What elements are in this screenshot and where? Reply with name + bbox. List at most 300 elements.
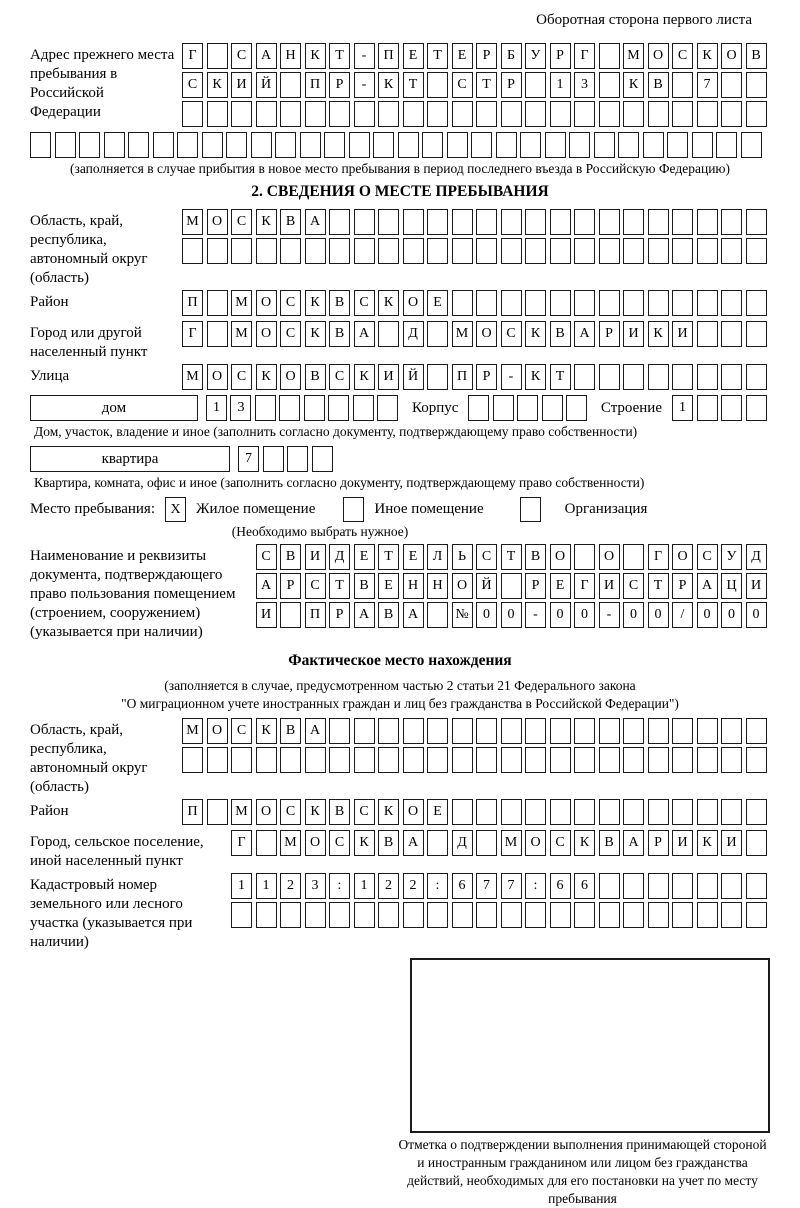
char-cell[interactable]: Д bbox=[746, 544, 767, 570]
char-cell[interactable]: С bbox=[231, 364, 252, 390]
char-cell[interactable] bbox=[304, 395, 325, 421]
char-cell[interactable]: Т bbox=[329, 43, 350, 69]
char-cell[interactable]: Р bbox=[280, 573, 301, 599]
char-cell[interactable] bbox=[275, 132, 296, 158]
region-row-1[interactable] bbox=[182, 209, 770, 235]
char-cell[interactable]: С bbox=[550, 830, 571, 856]
char-cell[interactable]: К bbox=[354, 830, 375, 856]
char-cell[interactable] bbox=[30, 132, 51, 158]
char-cell[interactable]: Е bbox=[378, 573, 399, 599]
char-cell[interactable]: М bbox=[182, 209, 203, 235]
char-cell[interactable] bbox=[427, 747, 448, 773]
char-cell[interactable]: В bbox=[354, 573, 375, 599]
char-cell[interactable] bbox=[427, 72, 448, 98]
char-cell[interactable]: О bbox=[599, 544, 620, 570]
char-cell[interactable]: О bbox=[721, 43, 742, 69]
char-cell[interactable] bbox=[672, 902, 693, 928]
char-cell[interactable]: О bbox=[672, 544, 693, 570]
char-cell[interactable]: Й bbox=[476, 573, 497, 599]
char-cell[interactable] bbox=[746, 364, 767, 390]
char-cell[interactable] bbox=[574, 364, 595, 390]
char-cell[interactable] bbox=[329, 209, 350, 235]
char-cell[interactable] bbox=[672, 72, 693, 98]
char-cell[interactable]: Т bbox=[550, 364, 571, 390]
char-cell[interactable] bbox=[697, 209, 718, 235]
char-cell[interactable] bbox=[202, 132, 223, 158]
char-cell[interactable] bbox=[501, 573, 522, 599]
char-cell[interactable] bbox=[545, 132, 566, 158]
char-cell[interactable]: А bbox=[403, 830, 424, 856]
char-cell[interactable]: 6 bbox=[574, 873, 595, 899]
apartment-cells[interactable] bbox=[238, 446, 336, 472]
char-cell[interactable] bbox=[623, 101, 644, 127]
char-cell[interactable]: О bbox=[207, 364, 228, 390]
char-cell[interactable] bbox=[721, 238, 742, 264]
char-cell[interactable] bbox=[476, 747, 497, 773]
char-cell[interactable]: Р bbox=[501, 72, 522, 98]
char-cell[interactable] bbox=[599, 718, 620, 744]
char-cell[interactable] bbox=[251, 132, 272, 158]
char-cell[interactable] bbox=[501, 718, 522, 744]
char-cell[interactable] bbox=[354, 101, 375, 127]
char-cell[interactable] bbox=[618, 132, 639, 158]
char-cell[interactable] bbox=[525, 799, 546, 825]
char-cell[interactable]: : bbox=[525, 873, 546, 899]
char-cell[interactable] bbox=[721, 364, 742, 390]
char-cell[interactable] bbox=[305, 101, 326, 127]
char-cell[interactable] bbox=[501, 209, 522, 235]
char-cell[interactable] bbox=[207, 101, 228, 127]
char-cell[interactable] bbox=[550, 747, 571, 773]
char-cell[interactable]: 6 bbox=[452, 873, 473, 899]
char-cell[interactable] bbox=[427, 321, 448, 347]
doc-row-2[interactable] bbox=[256, 573, 771, 599]
char-cell[interactable] bbox=[746, 747, 767, 773]
char-cell[interactable]: Т bbox=[427, 43, 448, 69]
char-cell[interactable] bbox=[746, 830, 767, 856]
char-cell[interactable] bbox=[377, 395, 398, 421]
char-cell[interactable] bbox=[305, 902, 326, 928]
char-cell[interactable] bbox=[525, 238, 546, 264]
char-cell[interactable]: Й bbox=[403, 364, 424, 390]
char-cell[interactable] bbox=[623, 238, 644, 264]
char-cell[interactable] bbox=[746, 290, 767, 316]
char-cell[interactable] bbox=[623, 747, 644, 773]
char-cell[interactable]: Е bbox=[403, 43, 424, 69]
char-cell[interactable]: Н bbox=[403, 573, 424, 599]
char-cell[interactable]: В bbox=[280, 544, 301, 570]
char-cell[interactable] bbox=[520, 132, 541, 158]
char-cell[interactable]: И bbox=[721, 830, 742, 856]
char-cell[interactable]: 1 bbox=[550, 72, 571, 98]
char-cell[interactable] bbox=[256, 830, 277, 856]
char-cell[interactable] bbox=[716, 132, 737, 158]
char-cell[interactable] bbox=[672, 873, 693, 899]
char-cell[interactable]: - bbox=[354, 43, 375, 69]
char-cell[interactable] bbox=[378, 209, 399, 235]
char-cell[interactable] bbox=[207, 321, 228, 347]
char-cell[interactable] bbox=[692, 132, 713, 158]
char-cell[interactable] bbox=[574, 544, 595, 570]
char-cell[interactable] bbox=[300, 132, 321, 158]
char-cell[interactable]: В bbox=[378, 830, 399, 856]
char-cell[interactable] bbox=[721, 747, 742, 773]
char-cell[interactable] bbox=[468, 395, 489, 421]
char-cell[interactable] bbox=[427, 101, 448, 127]
char-cell[interactable]: М bbox=[501, 830, 522, 856]
char-cell[interactable]: - bbox=[354, 72, 375, 98]
char-cell[interactable]: О bbox=[256, 799, 277, 825]
char-cell[interactable] bbox=[328, 395, 349, 421]
char-cell[interactable] bbox=[452, 290, 473, 316]
street-row[interactable] bbox=[182, 364, 770, 390]
char-cell[interactable]: А bbox=[697, 573, 718, 599]
char-cell[interactable]: О bbox=[403, 290, 424, 316]
char-cell[interactable]: А bbox=[256, 573, 277, 599]
prev-address-row-1[interactable] bbox=[182, 43, 770, 69]
char-cell[interactable]: С bbox=[280, 799, 301, 825]
char-cell[interactable]: Т bbox=[378, 544, 399, 570]
char-cell[interactable] bbox=[746, 799, 767, 825]
char-cell[interactable]: : bbox=[329, 873, 350, 899]
char-cell[interactable]: О bbox=[452, 573, 473, 599]
char-cell[interactable] bbox=[55, 132, 76, 158]
char-cell[interactable]: 1 bbox=[231, 873, 252, 899]
char-cell[interactable]: О bbox=[207, 718, 228, 744]
doc-row-1[interactable] bbox=[256, 544, 771, 570]
char-cell[interactable]: О bbox=[525, 830, 546, 856]
char-cell[interactable] bbox=[648, 799, 669, 825]
char-cell[interactable] bbox=[256, 238, 277, 264]
char-cell[interactable]: : bbox=[427, 873, 448, 899]
char-cell[interactable]: Е bbox=[403, 544, 424, 570]
char-cell[interactable] bbox=[231, 101, 252, 127]
char-cell[interactable]: П bbox=[182, 290, 203, 316]
char-cell[interactable]: О bbox=[207, 209, 228, 235]
char-cell[interactable] bbox=[525, 902, 546, 928]
char-cell[interactable] bbox=[501, 290, 522, 316]
char-cell[interactable]: И bbox=[305, 544, 326, 570]
char-cell[interactable] bbox=[501, 747, 522, 773]
char-cell[interactable]: В bbox=[305, 364, 326, 390]
char-cell[interactable]: Г bbox=[648, 544, 669, 570]
korpus-cells[interactable] bbox=[468, 395, 591, 421]
char-cell[interactable]: Й bbox=[256, 72, 277, 98]
char-cell[interactable]: 0 bbox=[623, 602, 644, 628]
char-cell[interactable] bbox=[672, 799, 693, 825]
char-cell[interactable] bbox=[525, 101, 546, 127]
char-cell[interactable] bbox=[569, 132, 590, 158]
char-cell[interactable] bbox=[305, 747, 326, 773]
char-cell[interactable]: В bbox=[378, 602, 399, 628]
char-cell[interactable]: М bbox=[231, 290, 252, 316]
char-cell[interactable]: Р bbox=[672, 573, 693, 599]
char-cell[interactable]: Г bbox=[574, 43, 595, 69]
char-cell[interactable] bbox=[574, 902, 595, 928]
char-cell[interactable] bbox=[599, 364, 620, 390]
actual-district-row[interactable] bbox=[182, 799, 770, 825]
char-cell[interactable] bbox=[349, 132, 370, 158]
char-cell[interactable]: 3 bbox=[305, 873, 326, 899]
char-cell[interactable]: П bbox=[305, 602, 326, 628]
char-cell[interactable] bbox=[550, 718, 571, 744]
char-cell[interactable] bbox=[280, 101, 301, 127]
char-cell[interactable] bbox=[280, 902, 301, 928]
char-cell[interactable] bbox=[599, 72, 620, 98]
char-cell[interactable]: А bbox=[354, 321, 375, 347]
char-cell[interactable] bbox=[452, 799, 473, 825]
char-cell[interactable] bbox=[256, 101, 277, 127]
char-cell[interactable] bbox=[746, 902, 767, 928]
char-cell[interactable]: Е bbox=[427, 799, 448, 825]
char-cell[interactable]: 0 bbox=[746, 602, 767, 628]
char-cell[interactable]: С bbox=[305, 573, 326, 599]
char-cell[interactable] bbox=[721, 902, 742, 928]
char-cell[interactable]: 0 bbox=[550, 602, 571, 628]
char-cell[interactable]: С bbox=[452, 72, 473, 98]
char-cell[interactable] bbox=[599, 101, 620, 127]
char-cell[interactable]: 1 bbox=[256, 873, 277, 899]
char-cell[interactable] bbox=[501, 902, 522, 928]
char-cell[interactable] bbox=[672, 238, 693, 264]
char-cell[interactable] bbox=[476, 718, 497, 744]
char-cell[interactable] bbox=[378, 902, 399, 928]
char-cell[interactable] bbox=[452, 101, 473, 127]
char-cell[interactable] bbox=[329, 718, 350, 744]
char-cell[interactable] bbox=[476, 830, 497, 856]
char-cell[interactable] bbox=[721, 72, 742, 98]
char-cell[interactable] bbox=[452, 902, 473, 928]
apartment-type-box[interactable]: квартира bbox=[30, 446, 230, 472]
char-cell[interactable] bbox=[721, 101, 742, 127]
char-cell[interactable] bbox=[648, 902, 669, 928]
house-number-cells[interactable] bbox=[206, 395, 402, 421]
char-cell[interactable]: О bbox=[550, 544, 571, 570]
char-cell[interactable] bbox=[648, 101, 669, 127]
char-cell[interactable] bbox=[493, 395, 514, 421]
char-cell[interactable] bbox=[427, 718, 448, 744]
char-cell[interactable]: 3 bbox=[574, 72, 595, 98]
char-cell[interactable] bbox=[378, 321, 399, 347]
char-cell[interactable]: А bbox=[574, 321, 595, 347]
char-cell[interactable] bbox=[403, 902, 424, 928]
char-cell[interactable]: Р bbox=[599, 321, 620, 347]
char-cell[interactable] bbox=[354, 238, 375, 264]
char-cell[interactable]: С bbox=[354, 290, 375, 316]
char-cell[interactable]: 0 bbox=[648, 602, 669, 628]
char-cell[interactable] bbox=[501, 101, 522, 127]
char-cell[interactable] bbox=[721, 395, 742, 421]
checkbox-organizaciya[interactable] bbox=[520, 497, 541, 522]
char-cell[interactable]: П bbox=[378, 43, 399, 69]
char-cell[interactable]: Р bbox=[476, 364, 497, 390]
char-cell[interactable]: 1 bbox=[354, 873, 375, 899]
char-cell[interactable]: 1 bbox=[672, 395, 693, 421]
char-cell[interactable]: М bbox=[452, 321, 473, 347]
char-cell[interactable] bbox=[550, 209, 571, 235]
char-cell[interactable] bbox=[427, 364, 448, 390]
char-cell[interactable] bbox=[287, 446, 308, 472]
char-cell[interactable]: С bbox=[501, 321, 522, 347]
char-cell[interactable]: 7 bbox=[238, 446, 259, 472]
stroenie-cells[interactable] bbox=[672, 395, 770, 421]
char-cell[interactable]: Д bbox=[403, 321, 424, 347]
house-type-box[interactable]: дом bbox=[30, 395, 198, 421]
char-cell[interactable]: 0 bbox=[697, 602, 718, 628]
char-cell[interactable] bbox=[667, 132, 688, 158]
char-cell[interactable] bbox=[697, 395, 718, 421]
char-cell[interactable]: С bbox=[697, 544, 718, 570]
char-cell[interactable] bbox=[697, 321, 718, 347]
char-cell[interactable]: В bbox=[746, 43, 767, 69]
char-cell[interactable]: Т bbox=[501, 544, 522, 570]
region-row-2[interactable] bbox=[182, 238, 770, 264]
char-cell[interactable] bbox=[476, 209, 497, 235]
char-cell[interactable]: К bbox=[207, 72, 228, 98]
char-cell[interactable]: В bbox=[550, 321, 571, 347]
char-cell[interactable]: С bbox=[476, 544, 497, 570]
char-cell[interactable]: - bbox=[599, 602, 620, 628]
char-cell[interactable]: - bbox=[501, 364, 522, 390]
char-cell[interactable]: К bbox=[648, 321, 669, 347]
char-cell[interactable] bbox=[256, 902, 277, 928]
char-cell[interactable]: 0 bbox=[476, 602, 497, 628]
char-cell[interactable]: С bbox=[329, 364, 350, 390]
char-cell[interactable]: Т bbox=[648, 573, 669, 599]
char-cell[interactable]: О bbox=[280, 364, 301, 390]
char-cell[interactable] bbox=[525, 747, 546, 773]
char-cell[interactable] bbox=[721, 209, 742, 235]
char-cell[interactable] bbox=[721, 718, 742, 744]
char-cell[interactable] bbox=[574, 101, 595, 127]
char-cell[interactable] bbox=[746, 209, 767, 235]
char-cell[interactable]: И bbox=[599, 573, 620, 599]
char-cell[interactable] bbox=[263, 446, 284, 472]
char-cell[interactable]: Р bbox=[525, 573, 546, 599]
char-cell[interactable] bbox=[256, 747, 277, 773]
char-cell[interactable] bbox=[104, 132, 125, 158]
char-cell[interactable] bbox=[697, 101, 718, 127]
char-cell[interactable]: 6 bbox=[550, 873, 571, 899]
char-cell[interactable]: К bbox=[378, 799, 399, 825]
char-cell[interactable]: Г bbox=[574, 573, 595, 599]
char-cell[interactable]: К bbox=[305, 799, 326, 825]
char-cell[interactable] bbox=[427, 209, 448, 235]
char-cell[interactable]: 7 bbox=[697, 72, 718, 98]
char-cell[interactable]: К bbox=[378, 72, 399, 98]
char-cell[interactable] bbox=[648, 238, 669, 264]
char-cell[interactable]: Т bbox=[329, 573, 350, 599]
char-cell[interactable]: П bbox=[305, 72, 326, 98]
char-cell[interactable] bbox=[697, 364, 718, 390]
char-cell[interactable]: В bbox=[525, 544, 546, 570]
char-cell[interactable] bbox=[427, 238, 448, 264]
actual-region-row-2[interactable] bbox=[182, 747, 770, 773]
char-cell[interactable]: С bbox=[256, 544, 277, 570]
char-cell[interactable]: О bbox=[476, 321, 497, 347]
char-cell[interactable]: № bbox=[452, 602, 473, 628]
char-cell[interactable]: А bbox=[403, 602, 424, 628]
char-cell[interactable] bbox=[476, 799, 497, 825]
char-cell[interactable] bbox=[452, 747, 473, 773]
char-cell[interactable] bbox=[525, 718, 546, 744]
char-cell[interactable]: П bbox=[182, 799, 203, 825]
char-cell[interactable] bbox=[574, 718, 595, 744]
char-cell[interactable]: 0 bbox=[721, 602, 742, 628]
char-cell[interactable] bbox=[648, 873, 669, 899]
char-cell[interactable]: И bbox=[672, 830, 693, 856]
char-cell[interactable]: Р bbox=[476, 43, 497, 69]
char-cell[interactable]: Е bbox=[354, 544, 375, 570]
char-cell[interactable] bbox=[403, 101, 424, 127]
char-cell[interactable] bbox=[648, 364, 669, 390]
char-cell[interactable] bbox=[525, 72, 546, 98]
char-cell[interactable]: К bbox=[305, 321, 326, 347]
char-cell[interactable] bbox=[280, 238, 301, 264]
char-cell[interactable] bbox=[746, 395, 767, 421]
char-cell[interactable] bbox=[496, 132, 517, 158]
char-cell[interactable] bbox=[207, 290, 228, 316]
char-cell[interactable] bbox=[280, 72, 301, 98]
char-cell[interactable]: Л bbox=[427, 544, 448, 570]
char-cell[interactable]: К bbox=[305, 290, 326, 316]
char-cell[interactable] bbox=[623, 873, 644, 899]
char-cell[interactable]: О bbox=[256, 290, 277, 316]
char-cell[interactable]: Ц bbox=[721, 573, 742, 599]
actual-region-row-1[interactable] bbox=[182, 718, 770, 744]
char-cell[interactable]: К bbox=[525, 321, 546, 347]
char-cell[interactable] bbox=[452, 209, 473, 235]
char-cell[interactable] bbox=[599, 873, 620, 899]
char-cell[interactable]: Р bbox=[648, 830, 669, 856]
char-cell[interactable]: - bbox=[525, 602, 546, 628]
char-cell[interactable]: С bbox=[280, 290, 301, 316]
char-cell[interactable] bbox=[697, 718, 718, 744]
char-cell[interactable] bbox=[697, 799, 718, 825]
char-cell[interactable] bbox=[648, 718, 669, 744]
char-cell[interactable] bbox=[279, 395, 300, 421]
cadastral-row-1[interactable] bbox=[231, 873, 770, 899]
char-cell[interactable] bbox=[746, 101, 767, 127]
char-cell[interactable]: Р bbox=[329, 72, 350, 98]
char-cell[interactable] bbox=[329, 747, 350, 773]
char-cell[interactable]: М bbox=[231, 321, 252, 347]
char-cell[interactable]: С bbox=[231, 718, 252, 744]
char-cell[interactable] bbox=[550, 902, 571, 928]
char-cell[interactable] bbox=[177, 132, 198, 158]
char-cell[interactable] bbox=[305, 238, 326, 264]
char-cell[interactable] bbox=[648, 747, 669, 773]
char-cell[interactable]: О bbox=[648, 43, 669, 69]
char-cell[interactable] bbox=[501, 238, 522, 264]
char-cell[interactable]: Г bbox=[182, 43, 203, 69]
char-cell[interactable] bbox=[672, 747, 693, 773]
char-cell[interactable] bbox=[354, 718, 375, 744]
char-cell[interactable] bbox=[648, 209, 669, 235]
char-cell[interactable] bbox=[476, 290, 497, 316]
char-cell[interactable] bbox=[746, 718, 767, 744]
char-cell[interactable] bbox=[574, 209, 595, 235]
char-cell[interactable] bbox=[623, 209, 644, 235]
char-cell[interactable] bbox=[329, 238, 350, 264]
char-cell[interactable]: М bbox=[231, 799, 252, 825]
char-cell[interactable]: 2 bbox=[403, 873, 424, 899]
char-cell[interactable] bbox=[599, 209, 620, 235]
char-cell[interactable] bbox=[672, 290, 693, 316]
char-cell[interactable] bbox=[403, 209, 424, 235]
char-cell[interactable] bbox=[672, 209, 693, 235]
char-cell[interactable]: К bbox=[574, 830, 595, 856]
